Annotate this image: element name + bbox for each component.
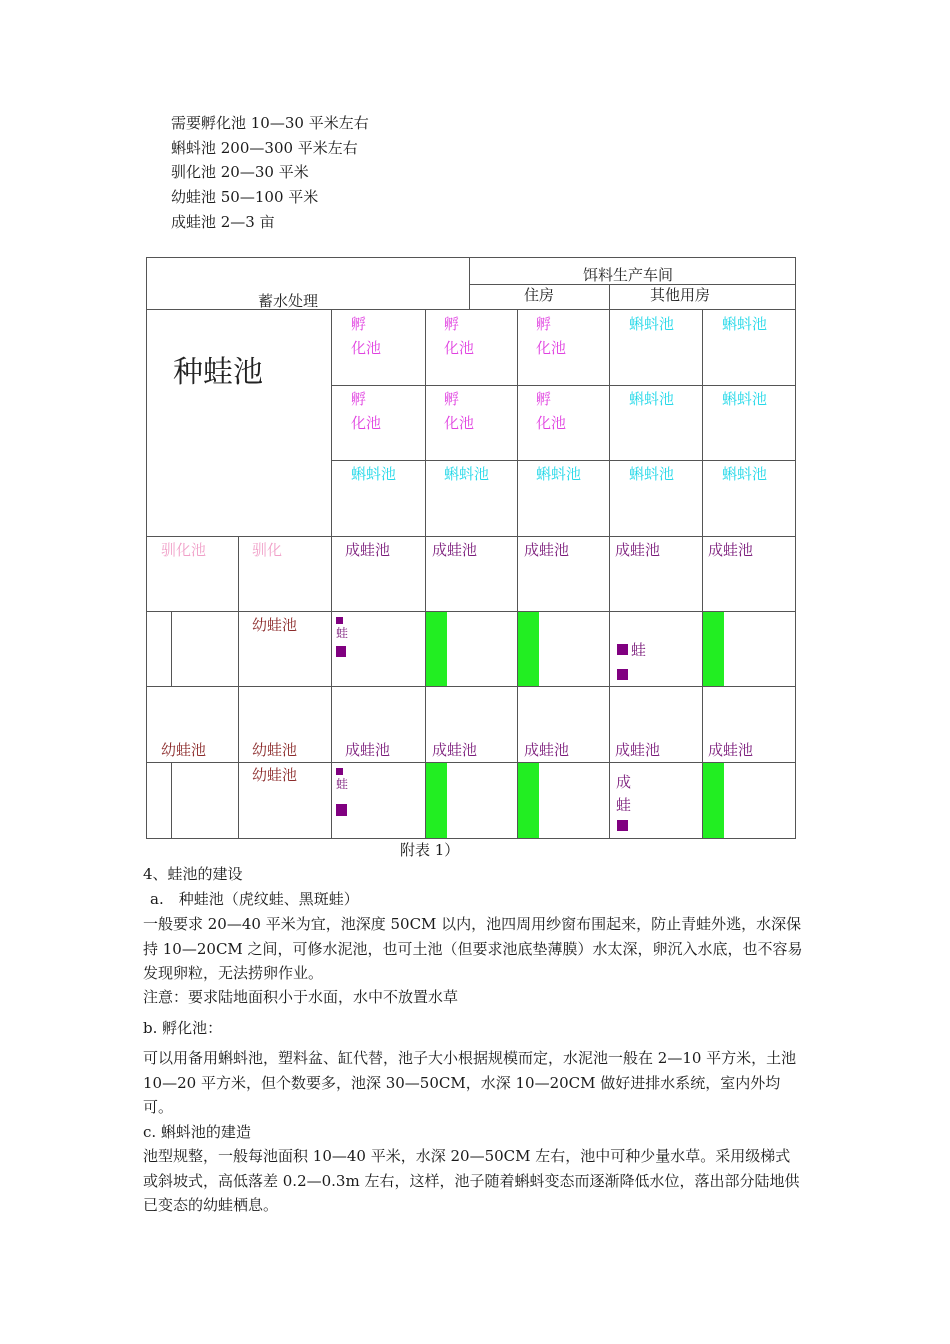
section-a-title: a. 种蛙池（虎纹蛙、黑斑蛙） (150, 890, 359, 908)
adult-pond-label: 成蛙池 (345, 741, 391, 759)
requirement-juvenile: 幼蛙池 50—100 平米 (171, 188, 319, 206)
adult-pond-label: 成蛙池 (615, 541, 661, 559)
frog-label: 蛙 (336, 777, 349, 791)
adult-pond-label: 成蛙池 (524, 741, 570, 759)
tadpole-pond-label: 蝌蚪池 (444, 465, 490, 483)
hatch-pond-label: 孵 化池 (444, 315, 475, 357)
green-strip (518, 763, 539, 838)
adult-pond-label: 成蛙池 (524, 541, 570, 559)
section-c-text: 池型规整，一般每池面积 10—40 平米，水深 20—50CM 左右，池中可种少量水草。采用级梯式或斜坡式，高低落差 0.2—0.3m 左右，这样，池子随着蝌蚪变态而逐渐降低水位，落出部分陆地供已变态的幼蛙栖息。 (143, 1147, 800, 1214)
frog-label: 蛙 (631, 641, 647, 659)
green-strip (518, 612, 539, 686)
juvenile-pond-label: 幼蛙池 (161, 741, 207, 759)
section-a-note: 注意：要求陆地面积小于水面，水中不放置水草 (143, 988, 459, 1006)
requirement-tadpole: 蝌蚪池 200—300 平米左右 (171, 139, 358, 157)
section-a-text: 一般要求 20—40 平米为宜，池深度 50CM 以内，池四周用纱窗布围起来，防止青蛙外逃，水深保持 10—20CM 之间，可修水泥池，也可土池（但要求池底垫薄膜）水太深，卵沉入水底，也不容易发现卵粒，无法捞卵作业。 (143, 915, 803, 982)
adult-pond-label: 成蛙池 (432, 741, 478, 759)
adult-top-label: 成 (616, 773, 632, 791)
tadpole-pond-label: 蝌蚪池 (351, 465, 397, 483)
frog-label: 蛙 (616, 796, 632, 814)
tadpole-pond-label: 蝌蚪池 (722, 315, 768, 333)
juvenile-pond-label: 幼蛙池 (252, 741, 298, 759)
adult-pond-label: 成蛙池 (615, 741, 661, 759)
other-rooms-label: 其他用房 (650, 286, 711, 304)
feed-workshop-label: 饵料生产车间 (583, 266, 674, 284)
pond-marker (617, 820, 628, 831)
housing-label: 住房 (524, 286, 555, 304)
adult-pond-label: 成蛙池 (432, 541, 478, 559)
pond-marker (617, 669, 628, 680)
hatch-pond-label: 孵 化池 (536, 390, 567, 432)
requirement-adult: 成蛙池 2—3 亩 (171, 213, 275, 231)
adult-pond-label: 成蛙池 (708, 541, 754, 559)
requirement-domestication: 驯化池 20—30 平米 (171, 163, 309, 181)
water-storage-label: 蓄水处理 (258, 292, 319, 310)
adult-pond-label: 成蛙池 (708, 741, 754, 759)
green-strip (703, 763, 724, 838)
green-strip (703, 612, 724, 686)
requirement-hatching: 需要孵化池 10—30 平米左右 (171, 114, 369, 132)
domestication-pond-label: 驯化池 (161, 541, 207, 559)
hatch-pond-label: 孵 化池 (536, 315, 567, 357)
section-b-text: 可以用备用蝌蚪池，塑料盆、缸代替，池子大小根据规模而定，水泥池一般在 2—10 平方米，土池 10—20 平方米，但个数要多，池深 30—50CM，水深 10—20CM 做好进排水系统，室内外均可。 (143, 1049, 797, 1116)
tadpole-pond-label: 蝌蚪池 (629, 390, 675, 408)
tadpole-pond-label: 蝌蚪池 (722, 390, 768, 408)
green-strip (426, 612, 447, 686)
tadpole-pond-label: 蝌蚪池 (629, 315, 675, 333)
tadpole-pond-label: 蝌蚪池 (722, 465, 768, 483)
section-heading: 4、蛙池的建设 (143, 865, 243, 883)
frog-label: 蛙 (336, 626, 349, 640)
green-strip (426, 763, 447, 838)
tadpole-pond-label: 蝌蚪池 (629, 465, 675, 483)
juvenile-pond-label: 幼蛙池 (252, 616, 298, 634)
pond-marker (336, 617, 343, 624)
adult-pond-label: 成蛙池 (345, 541, 391, 559)
pond-marker (336, 646, 346, 657)
tadpole-pond-label: 蝌蚪池 (536, 465, 582, 483)
hatch-pond-label: 孵 化池 (444, 390, 475, 432)
juvenile-pond-label: 幼蛙池 (252, 766, 298, 784)
hatch-pond-label: 孵 化池 (351, 315, 382, 357)
pond-marker (617, 644, 628, 655)
hatch-pond-label: 孵 化池 (351, 390, 382, 432)
table-caption: 附表 1） (400, 841, 460, 859)
breeding-pond-label: 种蛙池 (173, 355, 263, 390)
pond-layout-table (146, 257, 796, 839)
domestication-label: 驯化 (252, 541, 283, 559)
pond-marker (336, 768, 343, 775)
pond-marker (336, 804, 347, 816)
section-b-title: b. 孵化池： (143, 1019, 223, 1037)
section-c-title: c. 蝌蚪池的建造 (143, 1123, 251, 1141)
